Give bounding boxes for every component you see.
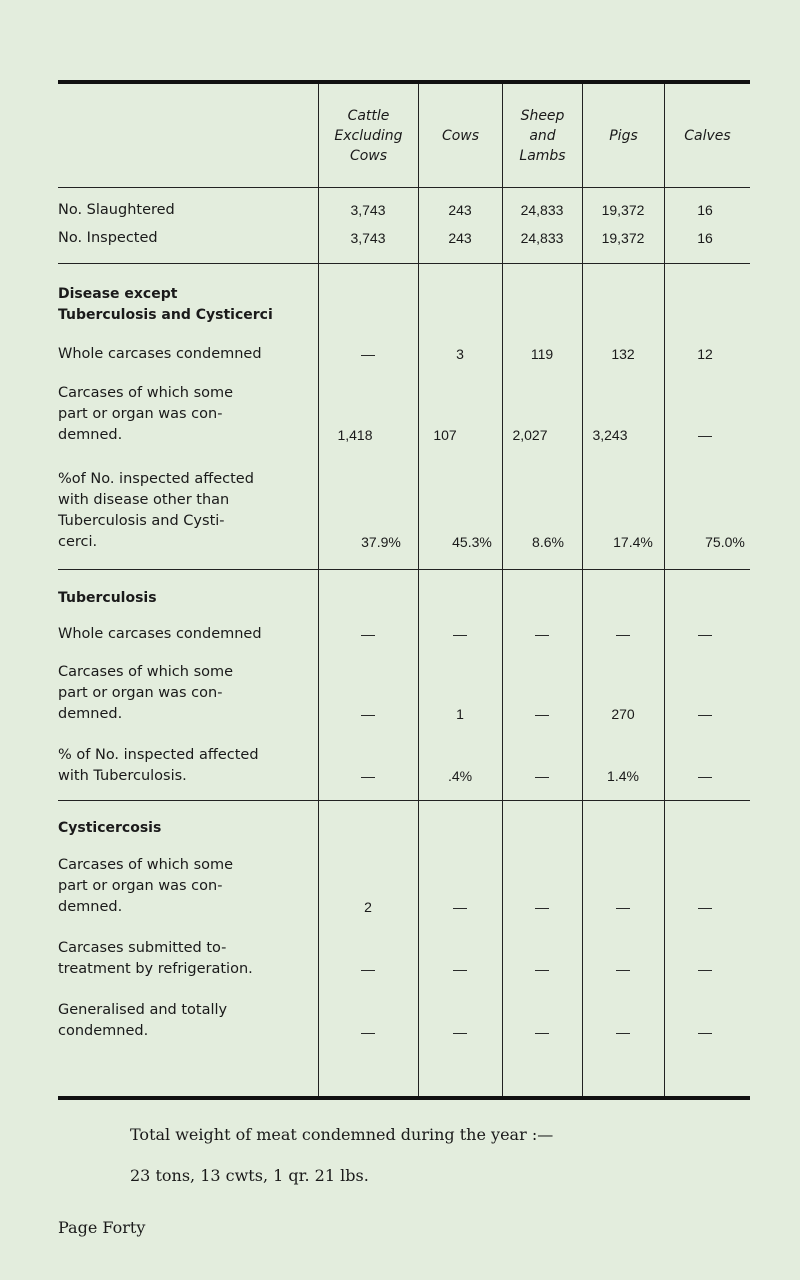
row-label-refrigeration: Carcases submitted to- treatment by refrigeration. bbox=[58, 940, 253, 977]
top-rule bbox=[58, 80, 750, 84]
cell: — bbox=[535, 961, 549, 977]
cell: 243 bbox=[448, 202, 472, 218]
row-label-whole-condemned: Whole carcases condemned bbox=[58, 626, 262, 642]
cell: — bbox=[698, 1024, 712, 1040]
section-title-disease: Disease except Tuberculosis and Cysticerci bbox=[58, 286, 273, 323]
cell: — bbox=[535, 1024, 549, 1040]
cell: 1.4% bbox=[607, 768, 639, 784]
section-rule bbox=[58, 569, 750, 570]
cell: — bbox=[698, 706, 712, 722]
cell: 17.4% bbox=[613, 534, 653, 550]
col-header-sheep: Sheep and Lambs bbox=[519, 108, 566, 164]
cell: — bbox=[453, 1024, 467, 1040]
col-header-cows: Cows bbox=[441, 128, 480, 144]
cell: — bbox=[361, 768, 375, 784]
cell: 2 bbox=[364, 899, 372, 915]
total-weight-line: Total weight of meat condemned during the year :— bbox=[130, 1125, 554, 1144]
cell: 3,743 bbox=[350, 230, 386, 246]
cell: 19,372 bbox=[601, 202, 645, 218]
cell: 37.9% bbox=[361, 534, 401, 550]
header-rule bbox=[58, 187, 750, 188]
row-label-generalised: Generalised and totally condemned. bbox=[58, 1002, 228, 1039]
cell: — bbox=[698, 899, 712, 915]
row-label-part-condemned: Carcases of which some part or organ was con- demned. bbox=[58, 385, 234, 443]
row-label-part-condemned: Carcases of which some part or organ was con- demned. bbox=[58, 857, 234, 915]
cell: 24,833 bbox=[520, 230, 564, 246]
section-rule bbox=[58, 263, 750, 264]
cell: — bbox=[698, 768, 712, 784]
row-label-percent-affected: %of No. inspected affected with disease other than Tuberculosis and Cysti- cerci. bbox=[58, 471, 254, 550]
cell: 3 bbox=[456, 346, 464, 362]
col-header-cattle: Cattle Excluding Cows bbox=[334, 108, 403, 164]
cell: 16 bbox=[697, 202, 713, 218]
row-label-slaughtered: No. Slaughtered bbox=[58, 202, 175, 218]
cell: — bbox=[361, 626, 375, 642]
cell: 3,743 bbox=[350, 202, 386, 218]
cell: 24,833 bbox=[520, 202, 564, 218]
cell: 107 bbox=[433, 427, 457, 443]
bottom-rule bbox=[58, 1096, 750, 1100]
col-divider bbox=[318, 84, 319, 1096]
cell: 132 bbox=[611, 346, 635, 362]
cell: — bbox=[361, 346, 375, 362]
cell: — bbox=[616, 899, 630, 915]
cell: 12 bbox=[697, 346, 713, 362]
cell: — bbox=[535, 768, 549, 784]
cell: — bbox=[535, 626, 549, 642]
cell: — bbox=[698, 626, 712, 642]
cell: — bbox=[535, 706, 549, 722]
cell: 3,243 bbox=[592, 427, 628, 443]
cell: — bbox=[361, 961, 375, 977]
cell: 19,372 bbox=[601, 230, 645, 246]
cell: — bbox=[361, 706, 375, 722]
cell: — bbox=[453, 899, 467, 915]
row-label-whole-condemned: Whole carcases condemned bbox=[58, 346, 262, 362]
cell: — bbox=[698, 427, 712, 443]
cell: — bbox=[616, 961, 630, 977]
cell: 1 bbox=[456, 706, 464, 722]
row-label-part-condemned: Carcases of which some part or organ was con- demned. bbox=[58, 664, 234, 722]
cell: 45.3% bbox=[452, 534, 492, 550]
section-rule bbox=[58, 800, 750, 801]
cell: 16 bbox=[697, 230, 713, 246]
cell: .4% bbox=[447, 768, 473, 784]
cell: 243 bbox=[448, 230, 472, 246]
page-number: Page Forty bbox=[58, 1218, 146, 1237]
cell: — bbox=[453, 961, 467, 977]
cell: 75.0% bbox=[705, 534, 745, 550]
section-title-tuberculosis: Tuberculosis bbox=[58, 590, 157, 606]
cell: 119 bbox=[530, 346, 554, 362]
row-label-inspected: No. Inspected bbox=[58, 230, 158, 246]
cell: 2,027 bbox=[512, 427, 548, 443]
cell: 1,418 bbox=[337, 427, 373, 443]
cell: — bbox=[616, 626, 630, 642]
cell: — bbox=[535, 899, 549, 915]
cell: — bbox=[361, 1024, 375, 1040]
cell: — bbox=[616, 1024, 630, 1040]
cell: 270 bbox=[611, 706, 635, 722]
cell: — bbox=[453, 626, 467, 642]
total-weight-value: 23 tons, 13 cwts, 1 qr. 21 lbs. bbox=[130, 1166, 369, 1185]
section-title-cysticercosis: Cysticercosis bbox=[58, 820, 162, 836]
row-label-percent-tb: % of No. inspected affected with Tuberculosis. bbox=[58, 747, 259, 784]
cell: — bbox=[698, 961, 712, 977]
col-header-pigs: Pigs bbox=[609, 128, 638, 144]
cell: 8.6% bbox=[532, 534, 564, 550]
col-header-calves: Calves bbox=[684, 128, 731, 144]
